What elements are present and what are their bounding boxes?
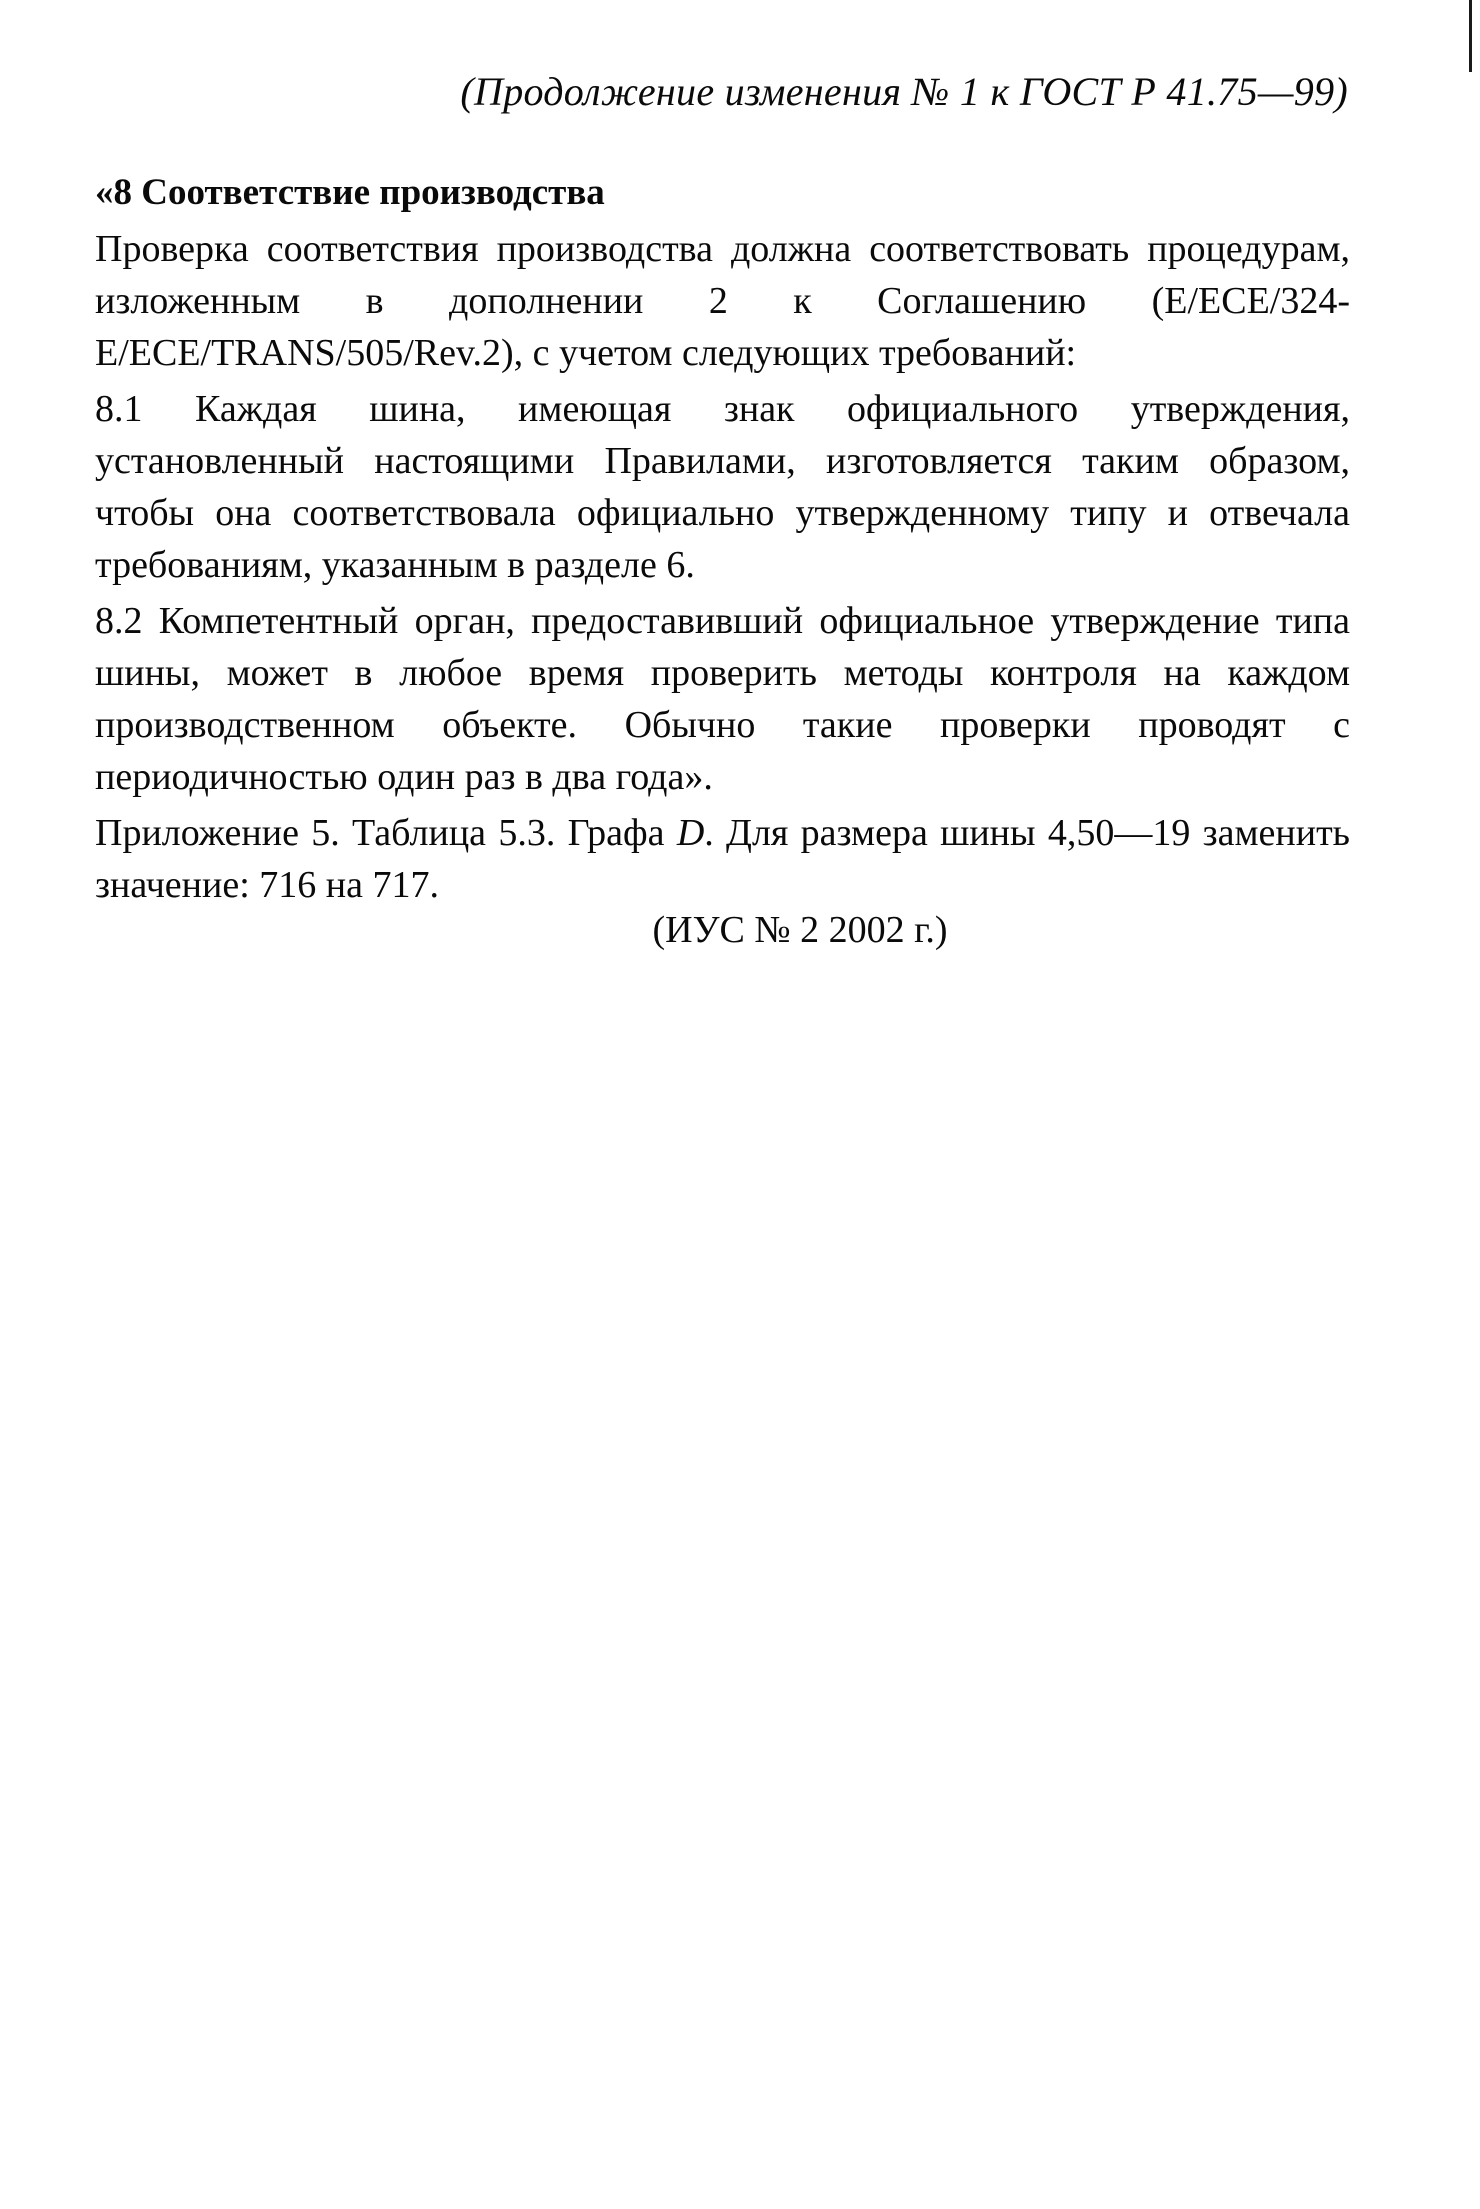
source-reference-text: (ИУС № 2 2002 г.) [652, 909, 948, 951]
continuation-header: (Продолжение изменения № 1 к ГОСТ Р 41.75—99) [460, 69, 1348, 114]
page-edge-mark [1469, 0, 1472, 72]
item-8-2-paragraph: 8.2 Компетентный орган, предоставивший официальное утверждение типа шины, может в любое время проверить методы контроля на каждом производственном объекте. Обычно такие проверки проводят с периодичностью один раз в два года». [95, 600, 1350, 798]
annex-note-paragraph [95, 807, 1350, 911]
section-intro-paragraph: Проверка соответствия производства должна соответствовать процедурам, изложенным в дополнении 2 к Соглашению (E/ECE/324-E/ECE/TRANS/505/Rev.2), с учетом следующих требований: [95, 228, 1350, 374]
annex-note-suffix: . Для размера шины 4,50—19 заменить значение: 716 на 717. [95, 812, 1351, 906]
source-reference [0, 908, 1480, 952]
document-body [95, 165, 1350, 915]
annex-note-column: D [676, 812, 705, 854]
item-8-1-paragraph: 8.1 Каждая шина, имеющая знак официального утверждения, установленный настоящими Правилами, изготовляется таким образом, чтобы она соответствовала официально утвержденному типу и отвечала требованиям, указанным в разделе 6. [95, 388, 1350, 586]
annex-note-prefix: Приложение 5. Таблица 5.3. Графа [95, 812, 677, 854]
section-title: «8 Соответствие производства [95, 172, 605, 213]
